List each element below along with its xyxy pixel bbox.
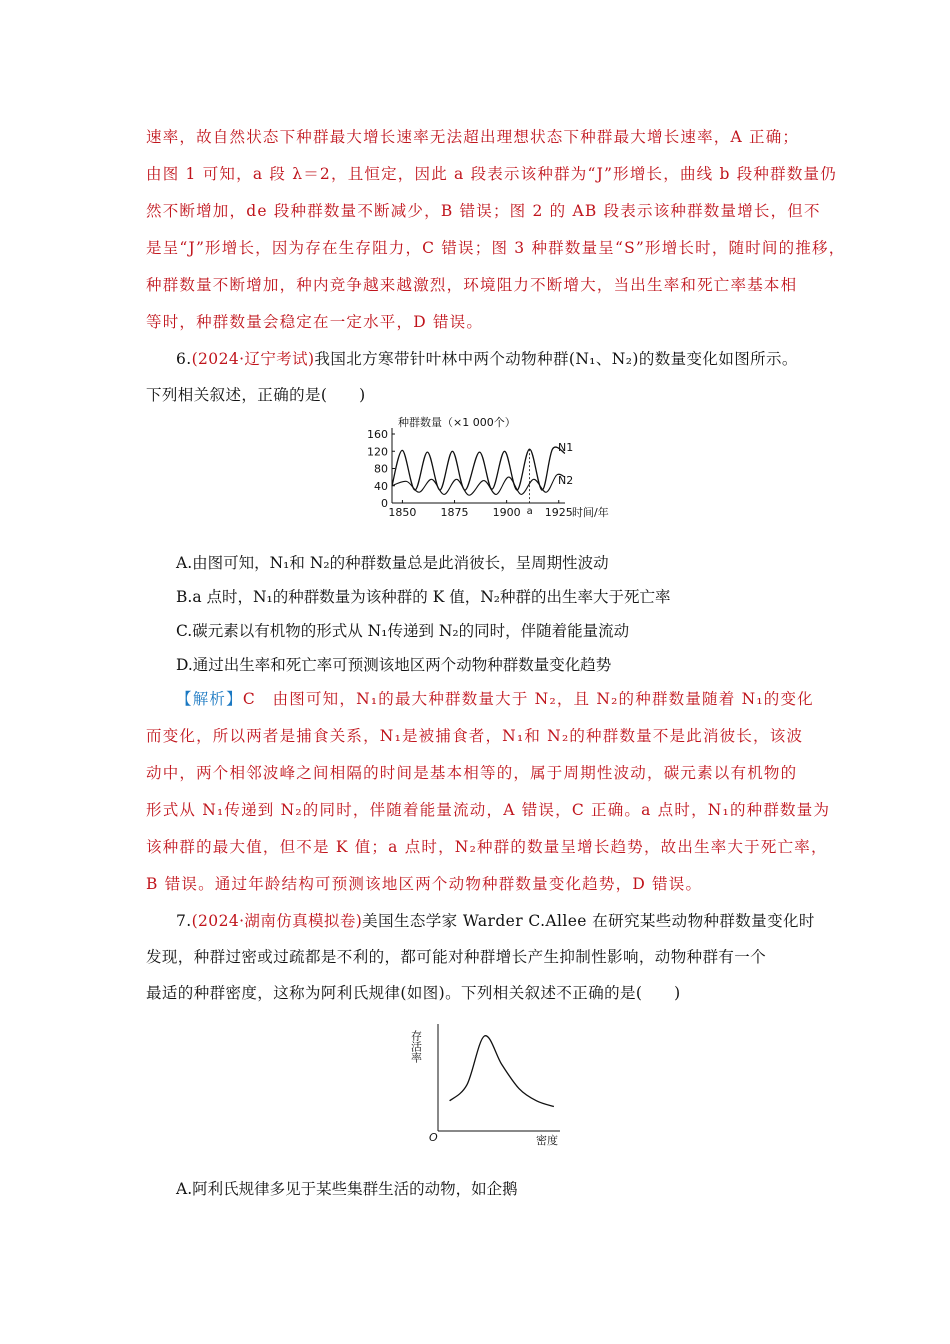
x-tick-label: 1925 [544, 506, 573, 519]
y-tick-label: 40 [374, 479, 388, 493]
q6-analysis-line-5: 该种群的最大值，但不是 K 值；a 点时，N₂种群的数量呈增长趋势，故出生率大于死亡率， [146, 838, 828, 856]
x-tick-label: 1850 [388, 506, 417, 519]
analysis5-line-5: 种群数量不断增加，种内竞争越来越激烈，环境阻力不断增大，当出生率和死亡率基本相 [146, 276, 798, 294]
q6-stem-line-2: 下列相关叙述，正确的是( ) [146, 386, 366, 404]
y-tick-label: 0 [381, 497, 388, 510]
q6-option-b: B.a 点时，N₁的种群数量为该种群的 K 值，N₂种群的出生率大于死亡率 [176, 588, 671, 606]
n1-label: N1 [558, 441, 574, 454]
chart1-ylabel: 种群数量（×1 000个） [398, 416, 516, 429]
q7-source: (2024·湖南仿真模拟卷) [191, 912, 363, 930]
analysis5-line-1: 速率，故自然状态下种群最大增长速率无法超出理想状态下种群最大增长速率，A 正确； [146, 128, 800, 146]
chart2-ylabel: 存活率 [409, 1030, 423, 1063]
q6-analysis-first: C 由图可知，N₁的最大种群数量大于 N₂，且 N₂的种群数量随着 N₁的变化 [242, 690, 814, 708]
q6-analysis-line-2: 而变化，所以两者是捕食关系，N₁是被捕食者，N₁和 N₂的种群数量不是此消彼长，该波 [146, 727, 804, 745]
allee-curve-chart [409, 1018, 572, 1148]
q6-source: (2024·辽宁考试) [191, 350, 315, 368]
q7-option-a: A.阿利氏规律多见于某些集群生活的动物，如企鹅 [176, 1180, 518, 1198]
q7-stem-line-1 [176, 910, 838, 932]
q6-number: 6. [176, 350, 192, 368]
population-cycle-chart [360, 410, 630, 522]
q6-analysis-line-4: 形式从 N₁传递到 N₂的同时，伴随着能量流动，A 错误，C 正确。a 点时，N₁的种群数量为 [146, 801, 831, 819]
y-tick-label: 120 [367, 445, 388, 459]
q6-stem-line-1 [176, 348, 838, 370]
q7-number: 7. [176, 912, 192, 930]
x-tick-label: 1875 [440, 506, 469, 519]
q6-analysis-line-6: B 错误。通过年龄结构可预测该地区两个动物种群数量变化趋势，D 错误。 [146, 875, 703, 893]
analysis5-line-3: 然不断增加，de 段种群数量不断减少，B 错误；图 2 的 AB 段表示该种群数量增长，但不 [146, 202, 821, 220]
q6-analysis-line-3: 动中，两个相邻波峰之间相隔的时间是基本相等的，属于周期性波动，碳元素以有机物的 [146, 764, 798, 782]
q6-stem-text: 我国北方寒带针叶林中两个动物种群(N₁、N₂)的数量变化如图所示。 [314, 350, 798, 368]
chart2-origin: O [429, 1131, 438, 1144]
chart2-xlabel: 密度 [536, 1134, 558, 1147]
y-tick-label: 160 [367, 428, 388, 441]
a-point-label: a [526, 506, 533, 517]
x-tick-label: 1900 [492, 506, 521, 519]
q6-option-a: A.由图可知，N₁和 N₂的种群数量总是此消彼长，呈周期性波动 [176, 554, 609, 572]
analysis5-line-6: 等时，种群数量会稳定在一定水平，D 错误。 [146, 313, 484, 331]
chart1-xlabel: 时间/年 [572, 506, 609, 519]
analysis5-line-4: 是呈“J”形增长，因为存在生存阻力，C 错误；图 3 种群数量呈“S”形增长时，随时间的推移， [146, 239, 846, 257]
y-tick-label: 80 [374, 462, 388, 476]
q7-stem-line-2: 发现，种群过密或过疏都是不利的，都可能对种群增长产生抑制性影响，动物种群有一个 [146, 948, 767, 966]
analysis-tag: 【解析】 [176, 690, 243, 708]
q6-option-d: D.通过出生率和死亡率可预测该地区两个动物种群数量变化趋势 [176, 656, 612, 674]
q7-stem-line-3: 最适的种群密度，这称为阿利氏规律(如图)。下列相关叙述不正确的是( ) [146, 984, 681, 1002]
chart1-y-ticks [367, 428, 395, 510]
n2-label: N2 [558, 474, 574, 487]
survival-curve [450, 1036, 554, 1107]
q7-stem-text: 美国生态学家 Warder C.Allee 在研究某些动物种群数量变化时 [362, 912, 815, 930]
q6-analysis-line-1 [176, 688, 838, 710]
analysis5-line-2: 由图 1 可知，a 段 λ＝2，且恒定，因此 a 段表示该种群为“J”形增长，曲线 b 段种群数量仍 [146, 165, 837, 183]
q6-option-c: C.碳元素以有机物的形式从 N₁传递到 N₂的同时，伴随着能量流动 [176, 622, 630, 640]
